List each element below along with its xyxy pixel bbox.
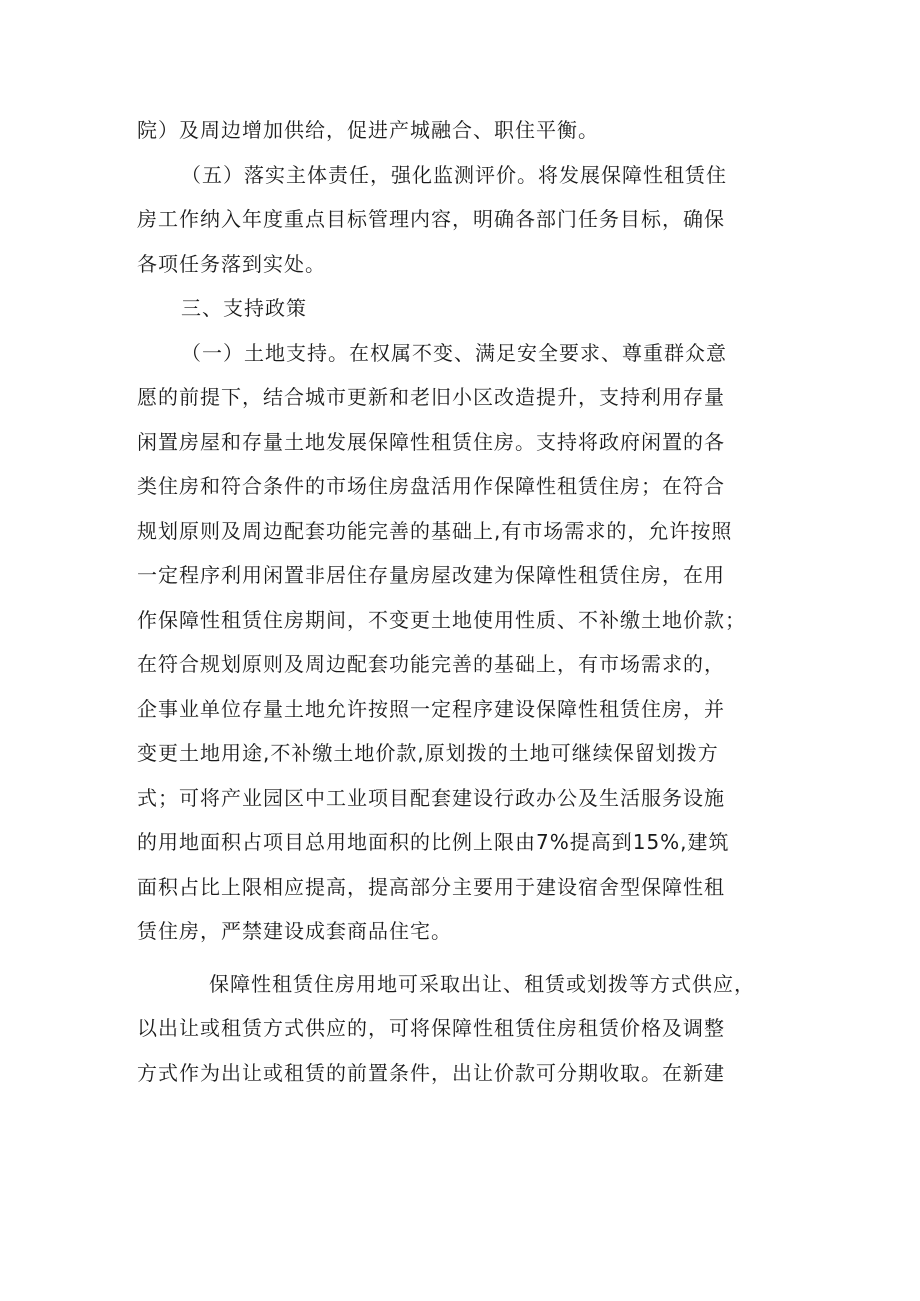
paragraph-spacer xyxy=(137,954,793,962)
text-line: 类住房和符合条件的市场住房盘活用作保障性租赁住房；在符合 xyxy=(137,474,725,498)
text-line: 式；可将产业园区中工业项目配套建设行政办公及生活服务设施 xyxy=(137,785,725,810)
text-line: 规划原则及周边配套功能完善的基础上,有市场需求的，允许按照 xyxy=(137,518,733,543)
text-line: 方式作为出让或租赁的前置条件，出让价款可分期收取。在新建 xyxy=(137,1060,725,1085)
text-line: 的用地面积占项目总用地面积的比例上限由7%提高到15%,建筑 xyxy=(137,830,730,854)
text-line: 赁住房，严禁建设成套商品住宅。 xyxy=(137,919,452,943)
document-body xyxy=(137,108,793,1095)
text-line: 以出让或租赁方式供应的，可将保障性租赁住房租赁价格及调整 xyxy=(137,1016,725,1040)
text-line: 闲置房屋和存量土地发展保障性租赁住房。支持将政府闲置的各 xyxy=(137,429,725,454)
text-line: 作保障性租赁住房期间，不变更土地使用性质、不补缴土地价款； xyxy=(137,607,746,632)
section-five-heading-line: （五）落实主体责任，强化监测评价。将发展保障性租赁住 xyxy=(181,162,727,187)
text-line: 变更土地用途,不补缴土地价款,原划拨的土地可继续保留划拨方 xyxy=(137,741,719,765)
text-line: 在符合规划原则及周边配套功能完善的基础上，有市场需求的， xyxy=(137,652,725,676)
text-line: 各项任务落到实处。 xyxy=(137,251,326,276)
text-line: 房工作纳入年度重点目标管理内容，明确各部门任务目标，确保 xyxy=(137,207,725,231)
text-line: 企事业单位存量土地允许按照一定程序建设保障性租赁住房，并 xyxy=(137,696,725,721)
text-line: 面积占比上限相应提高，提高部分主要用于建设宿舍型保障性租 xyxy=(137,874,725,899)
subsection-one-heading-line: （一）土地支持。在权属不变、满足安全要求、尊重群众意 xyxy=(181,340,727,365)
text-line: 一定程序利用闲置非居住存量房屋改建为保障性租赁住房，在用 xyxy=(137,563,725,587)
section-title: 三、支持政策 xyxy=(181,296,307,320)
paragraph-start-line: 保障性租赁住房用地可采取出让、租赁或划拨等方式供应， xyxy=(209,971,755,996)
text-line: 愿的前提下，结合城市更新和老旧小区改造提升，支持利用存量 xyxy=(137,385,725,409)
text-line: 院）及周边增加供给，促进产城融合、职住平衡。 xyxy=(137,118,599,142)
